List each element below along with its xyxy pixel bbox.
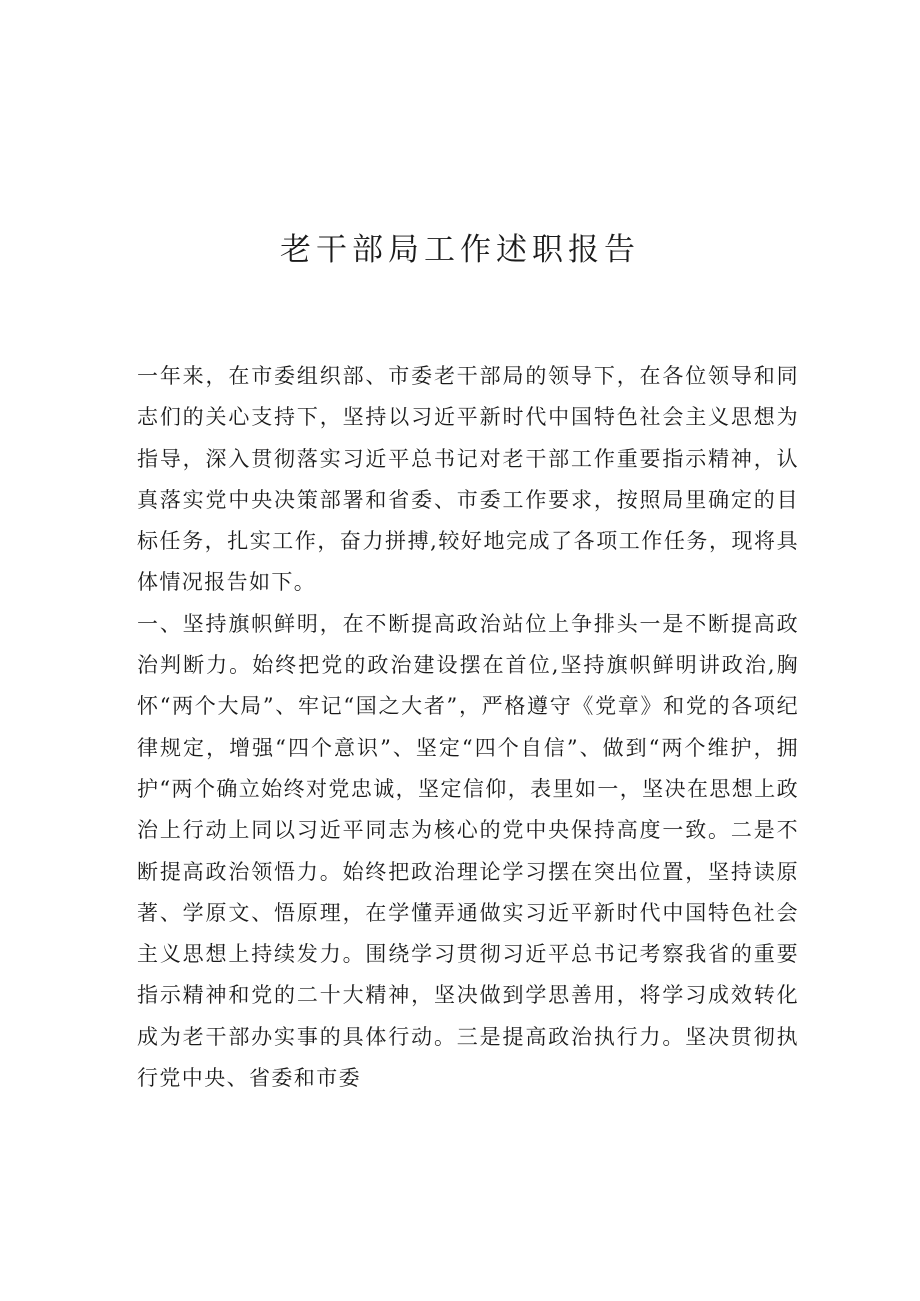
intro-paragraph: 一年来，在市委组织部、市委老干部局的领导下，在各位领导和同志们的关心支持下，坚持以习近平新时代中国特色社会主义思想为指导，深入贯彻落实习近平总书记对老干部工作重要指示精神，认真落实党中央决策部署和省委、市委工作要求，按照局里确定的目标任务，扎实工作，奋力拼搏,较好地完成了各项工作任务，现将具体情况报告如下。 [137,364,799,595]
document-title: 老干部局工作述职报告 [280,232,640,268]
document-body [137,356,799,1099]
section-one-paragraph: 一、坚持旗帜鲜明，在不断提高政治站位上争排头一是不断提高政治判断力。始终把党的政治建设摆在首位,坚持旗帜鲜明讲政治,胸怀“两个大局”、牢记“国之大者”，严格遵守《党章》和党的各项纪律规定，增强“四个意识”、坚定“四个自信”、做到“两个维护，拥护“两个确立始终对党忠诚，坚定信仰，表里如一，坚决在思想上政治上行动上同以习近平同志为核心的党中央保持高度一致。二是不断提高政治领悟力。始终把政治理论学习摆在突出位置，坚持读原著、学原文、悟原理，在学懂弄通做实习近平新时代中国特色社会主义思想上持续发力。围绕学习贯彻习近平总书记考察我省的重要指示精神和党的二十大精神，坚决做到学思善用，将学习成效转化成为老干部办实事的具体行动。三是提高政治执行力。坚决贯彻执行党中央、省委和市委 [137,611,799,1091]
